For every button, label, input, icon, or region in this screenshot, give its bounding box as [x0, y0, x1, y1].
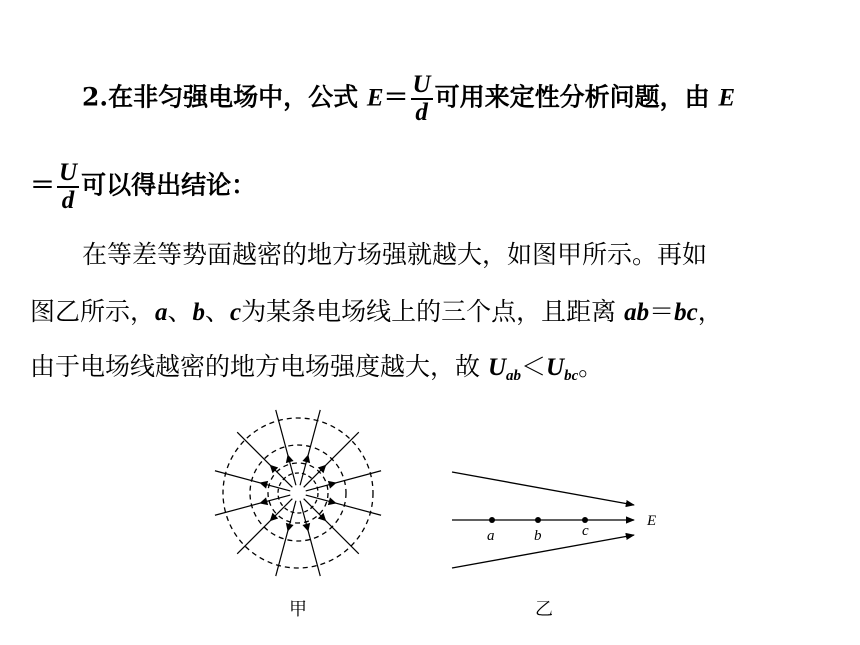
field-line-top: [452, 472, 634, 505]
field-line-bottom: [452, 535, 634, 568]
figure-jia: [215, 410, 381, 576]
less-than-sign: ＜: [521, 352, 547, 381]
equals-sign-3: ＝: [649, 297, 675, 326]
numerator-U: U: [412, 71, 431, 98]
segment-bc: bc: [674, 299, 698, 326]
var-c: c: [230, 299, 242, 326]
equals-sign: ＝: [383, 82, 409, 112]
subscript-bc: bc: [564, 368, 579, 384]
var-b: b: [192, 299, 206, 326]
field-arrowhead: [286, 454, 294, 463]
field-arrowhead: [328, 497, 337, 505]
equals-sign-2: ＝: [30, 170, 56, 200]
figure-yi: [452, 472, 634, 568]
field-arrowhead: [259, 497, 268, 505]
label-a: a: [487, 528, 495, 544]
period: 。: [578, 352, 604, 381]
separator: 、: [167, 297, 193, 326]
para2-line3-text: 由于电场线越密的地方电场强度越大，故: [30, 352, 481, 381]
symbol-U-2: U: [546, 354, 565, 381]
label-b: b: [534, 528, 542, 544]
label-c: c: [582, 523, 589, 539]
field-arrowhead: [302, 454, 310, 463]
var-a: a: [155, 299, 168, 326]
para2-line2-start: 图乙所示，: [30, 297, 156, 326]
segment-ab: ab: [624, 299, 650, 326]
para2-line2-mid: 为某条电场线上的三个点，且距离: [241, 297, 617, 326]
point-a: [489, 517, 495, 523]
caption-yi: 乙: [535, 599, 553, 620]
caption-jia: 甲: [289, 599, 307, 620]
para1-prefix: 2.在非匀强电场中，公式: [82, 82, 359, 112]
denominator-d: d: [415, 99, 428, 126]
field-arrowhead: [302, 523, 310, 532]
para1-middle: 可用来定性分析问题，由: [434, 82, 710, 112]
para2-line1-text: 在等差等势面越密的地方场强就越大，如图甲所示。再如: [82, 240, 708, 269]
radial-field-lines: [215, 410, 381, 576]
label-E: E: [647, 513, 657, 529]
subscript-ab: ab: [506, 368, 522, 384]
symbol-E-2: E: [718, 84, 736, 112]
symbol-E: E: [366, 84, 384, 112]
field-arrowhead: [286, 523, 294, 532]
field-arrowhead: [328, 481, 337, 489]
symbol-U: U: [487, 354, 507, 381]
denominator-d-2: d: [61, 187, 75, 214]
separator: 、: [205, 297, 231, 326]
point-b: [535, 517, 541, 523]
para1-suffix: 可以得出结论：: [81, 170, 257, 200]
field-arrowhead: [259, 481, 268, 489]
numerator-U-2: U: [59, 159, 78, 186]
comma: ，: [697, 297, 723, 326]
